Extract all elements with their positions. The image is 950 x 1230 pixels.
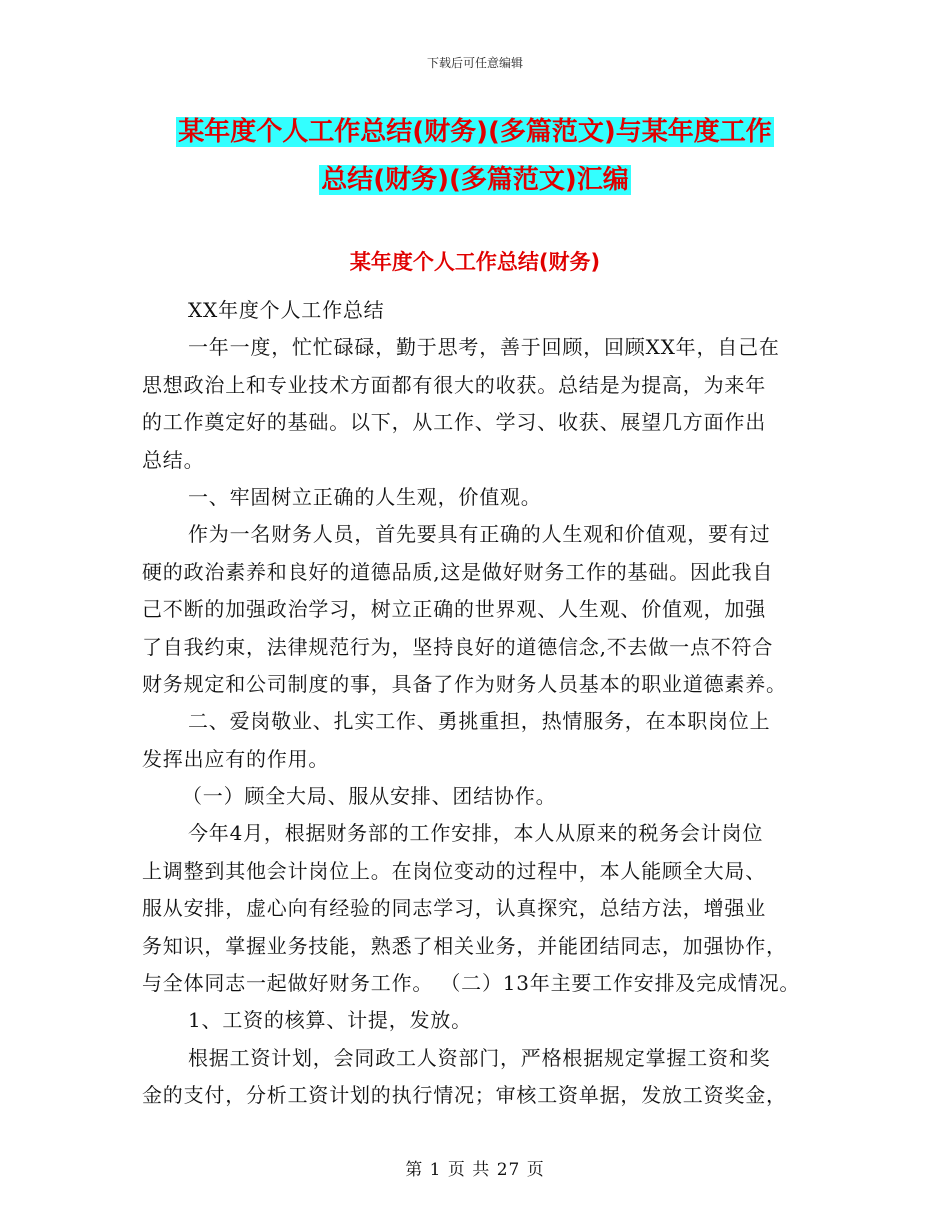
document-title-line-1: 某年度个人工作总结(财务)(多篇范文)与某年度工作	[178, 117, 772, 147]
paragraph-line: 了自我约束，法律规范行为，坚持良好的道德信念,不去做一点不符合	[142, 634, 774, 659]
document-title	[0, 108, 950, 204]
paragraph-line: 一年一度，忙忙碌碌，勤于思考，善于回顾，回顾XX年，自己在	[188, 335, 780, 360]
paragraph-line: 一、牢固树立正确的人生观，价值观。	[188, 484, 542, 509]
paragraph-line: 与全体同志一起做好财务工作。 （二）13年主要工作安排及完成情况。	[142, 971, 801, 996]
paragraph-line: 务知识，掌握业务技能，熟悉了相关业务，并能团结同志，加强协作，	[142, 933, 787, 958]
paragraph-line: 发挥出应有的作用。	[142, 746, 330, 771]
paragraph-line: 1、工资的核算、计提，发放。	[188, 1008, 472, 1033]
paragraph-line: 的工作奠定好的基础。以下，从工作、学习、收获、展望几方面作出	[142, 410, 766, 435]
paragraph-line: 今年4月，根据财务部的工作安排，本人从原来的税务会计岗位	[188, 821, 764, 846]
paragraph-line: 己不断的加强政治学习，树立正确的世界观、人生观、价值观，加强	[142, 597, 766, 622]
body-text	[142, 292, 818, 1115]
paragraph-line: 作为一名财务人员，首先要具有正确的人生观和价值观，要有过	[188, 522, 771, 547]
section-title: 某年度个人工作总结(财务)	[349, 250, 601, 274]
paragraph-line: 硬的政治素养和良好的道德品质,这是做好财务工作的基础。因此我自	[142, 559, 774, 584]
page-footer: 第 1 页 共 27 页	[405, 1160, 545, 1180]
document-title-line-2: 总结(财务)(多篇范文)汇编	[321, 165, 629, 195]
paragraph-line: （一）顾全大局、服从安排、团结协作。	[182, 784, 557, 809]
header-note: 下载后可任意编辑	[426, 56, 523, 70]
paragraph-line: 服从安排，虚心向有经验的同志学习，认真探究，总结方法，增强业	[142, 896, 766, 921]
paragraph-line: 根据工资计划，会同政工人资部门，严格根据规定掌握工资和奖	[188, 1045, 771, 1070]
paragraph-line: XX年度个人工作总结	[188, 298, 385, 322]
paragraph-line: 上调整到其他会计岗位上。在岗位变动的过程中，本人能顾全大局、	[142, 858, 766, 883]
paragraph-line: 思想政治上和专业技术方面都有很大的收获。总结是为提高，为来年	[142, 372, 766, 397]
paragraph-line: 金的支付，分析工资计划的执行情况；审核工资单据，发放工资奖金，	[142, 1083, 787, 1108]
paragraph-line: 总结。	[142, 447, 205, 472]
paragraph-line: 二、爱岗敬业、扎实工作、勇挑重担，热情服务，在本职岗位上	[188, 709, 771, 734]
paragraph-line: 财务规定和公司制度的事，具备了作为财务人员基本的职业道德素养。	[142, 671, 787, 696]
